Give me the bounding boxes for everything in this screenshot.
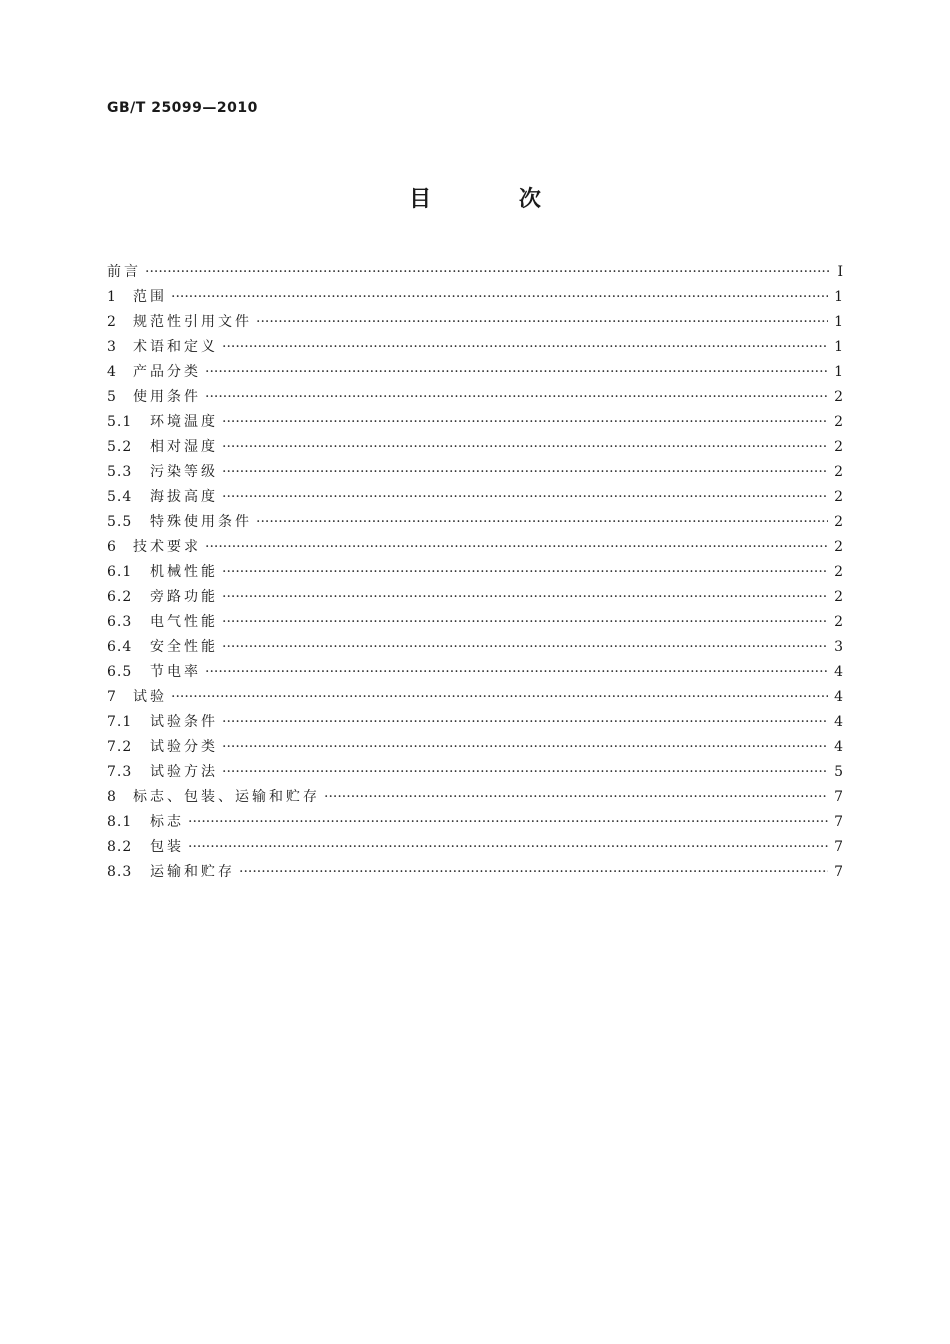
toc-entry-number: 3 [107,339,117,355]
toc-entry[interactable] [107,735,843,760]
toc-entry-number: 6.1 [107,564,133,580]
toc-dot-leader [324,785,828,810]
toc-entry[interactable] [107,335,843,360]
toc-entry-number: 7 [107,689,117,705]
toc-entry[interactable] [107,485,843,510]
toc-entry-title: 运输和贮存 [150,864,235,880]
toc-entry-page: 2 [834,539,843,555]
toc-entry-number: 5.2 [107,439,133,455]
toc-entry-page: 4 [834,664,843,680]
toc-entry-number: 8 [107,789,117,805]
toc-entry-page: 2 [834,464,843,480]
toc-dot-leader [222,410,828,435]
toc-entry-title: 标志 [150,814,184,830]
toc-entry-title: 机械性能 [150,564,218,580]
toc-entry-number: 4 [107,364,117,380]
toc-dot-leader [222,560,828,585]
toc-entry-title: 产品分类 [133,364,201,380]
toc-dot-leader [222,735,828,760]
toc-entry-title: 前言 [107,264,141,280]
toc-entry-number: 5.3 [107,464,133,480]
toc-entry-title: 标志、包装、运输和贮存 [133,789,320,805]
toc-entry-title: 环境温度 [150,414,218,430]
toc-entry-title: 污染等级 [150,464,218,480]
toc-entry-title: 电气性能 [150,614,218,630]
toc-entry[interactable] [107,760,843,785]
toc-dot-leader [222,710,828,735]
toc-entry[interactable] [107,660,843,685]
toc-entry-title: 节电率 [150,664,201,680]
toc-entry[interactable] [107,710,843,735]
toc-dot-leader [222,635,828,660]
toc-entry-page: 7 [834,839,843,855]
toc-dot-leader [222,610,828,635]
toc-entry-number: 6 [107,539,117,555]
toc-entry-page: Ⅰ [837,264,843,280]
toc-entry-title: 术语和定义 [133,339,218,355]
toc-entry-page: 1 [834,339,843,355]
toc-entry-page: 5 [834,764,843,780]
toc-entry-title: 试验条件 [150,714,218,730]
toc-dot-leader [222,585,828,610]
toc-entry-title: 特殊使用条件 [150,514,252,530]
toc-entry[interactable] [107,360,843,385]
toc-dot-leader [205,385,828,410]
toc-entry-number: 5.5 [107,514,133,530]
toc-entry-page: 1 [834,314,843,330]
toc-entry-number: 1 [107,289,117,305]
toc-entry-page: 2 [834,489,843,505]
toc-entry-number: 5.1 [107,414,133,430]
toc-dot-leader [222,760,828,785]
toc-entry-title: 使用条件 [133,389,201,405]
toc-entry-title: 范围 [133,289,167,305]
toc-entry-page: 3 [834,639,843,655]
toc-entry-number: 2 [107,314,117,330]
toc-entry-page: 7 [834,864,843,880]
toc-entry-title: 相对湿度 [150,439,218,455]
toc-entry[interactable] [107,685,843,710]
toc-dot-leader [205,535,828,560]
toc-entry[interactable] [107,260,843,285]
toc-entry-title: 规范性引用文件 [133,314,252,330]
toc-entry-number: 6.3 [107,614,133,630]
toc-entry-number: 7.2 [107,739,133,755]
toc-entry-page: 2 [834,439,843,455]
toc-entry-title: 安全性能 [150,639,218,655]
toc-entry-title: 试验方法 [150,764,218,780]
toc-entry-title: 旁路功能 [150,589,218,605]
toc-entry-page: 1 [834,364,843,380]
toc-entry-number: 6.4 [107,639,133,655]
toc-dot-leader [171,285,828,310]
toc-entry-page: 4 [834,714,843,730]
toc-entry[interactable] [107,435,843,460]
toc-entry[interactable] [107,410,843,435]
toc-entry[interactable] [107,460,843,485]
toc-entry[interactable] [107,585,843,610]
toc-entry-title: 试验 [133,689,167,705]
toc-entry-number: 7.3 [107,764,133,780]
toc-entry[interactable] [107,810,843,835]
toc-entry-page: 2 [834,614,843,630]
toc-entry-title: 技术要求 [133,539,201,555]
toc-entry[interactable] [107,835,843,860]
toc-entry[interactable] [107,610,843,635]
toc-entry[interactable] [107,285,843,310]
toc-entry-title: 包装 [150,839,184,855]
toc-entry-page: 7 [834,789,843,805]
toc-dot-leader [256,310,828,335]
toc-dot-leader [145,260,829,285]
toc-entry-title: 试验分类 [150,739,218,755]
toc-entry-number: 8.2 [107,839,133,855]
toc-entry-page: 2 [834,589,843,605]
toc-entry-number: 6.5 [107,664,133,680]
toc-entry-number: 6.2 [107,589,133,605]
toc-dot-leader [222,335,828,360]
toc-entry[interactable] [107,310,843,335]
toc-dot-leader [188,835,828,860]
toc-dot-leader [222,435,828,460]
toc-entry-number: 5.4 [107,489,133,505]
toc-dot-leader [171,685,828,710]
toc-entry-page: 2 [834,389,843,405]
toc-entry-number: 8.1 [107,814,133,830]
toc-dot-leader [222,485,828,510]
toc-entry-number: 8.3 [107,864,133,880]
toc-entry-page: 2 [834,564,843,580]
toc-entry-page: 2 [834,414,843,430]
toc-entry-page: 4 [834,689,843,705]
toc-entry[interactable] [107,385,843,410]
table-of-contents [107,260,843,885]
toc-entry-page: 1 [834,289,843,305]
toc-entry-number: 5 [107,389,117,405]
toc-entry-number: 7.1 [107,714,133,730]
toc-entry[interactable] [107,535,843,560]
toc-dot-leader [222,460,828,485]
toc-entry-page: 2 [834,514,843,530]
toc-dot-leader [205,360,828,385]
toc-dot-leader [205,660,828,685]
toc-entry-page: 4 [834,739,843,755]
toc-entry[interactable] [107,860,843,885]
toc-dot-leader [188,810,828,835]
toc-entry-title: 海拔高度 [150,489,218,505]
toc-entry[interactable] [107,635,843,660]
standard-code: GB/T 25099—2010 [107,100,258,116]
toc-entry[interactable] [107,560,843,585]
toc-entry[interactable] [107,785,843,810]
toc-entry[interactable] [107,510,843,535]
toc-dot-leader [239,860,828,885]
toc-entry-page: 7 [834,814,843,830]
toc-dot-leader [256,510,828,535]
page-title: 目 次 [409,187,581,212]
